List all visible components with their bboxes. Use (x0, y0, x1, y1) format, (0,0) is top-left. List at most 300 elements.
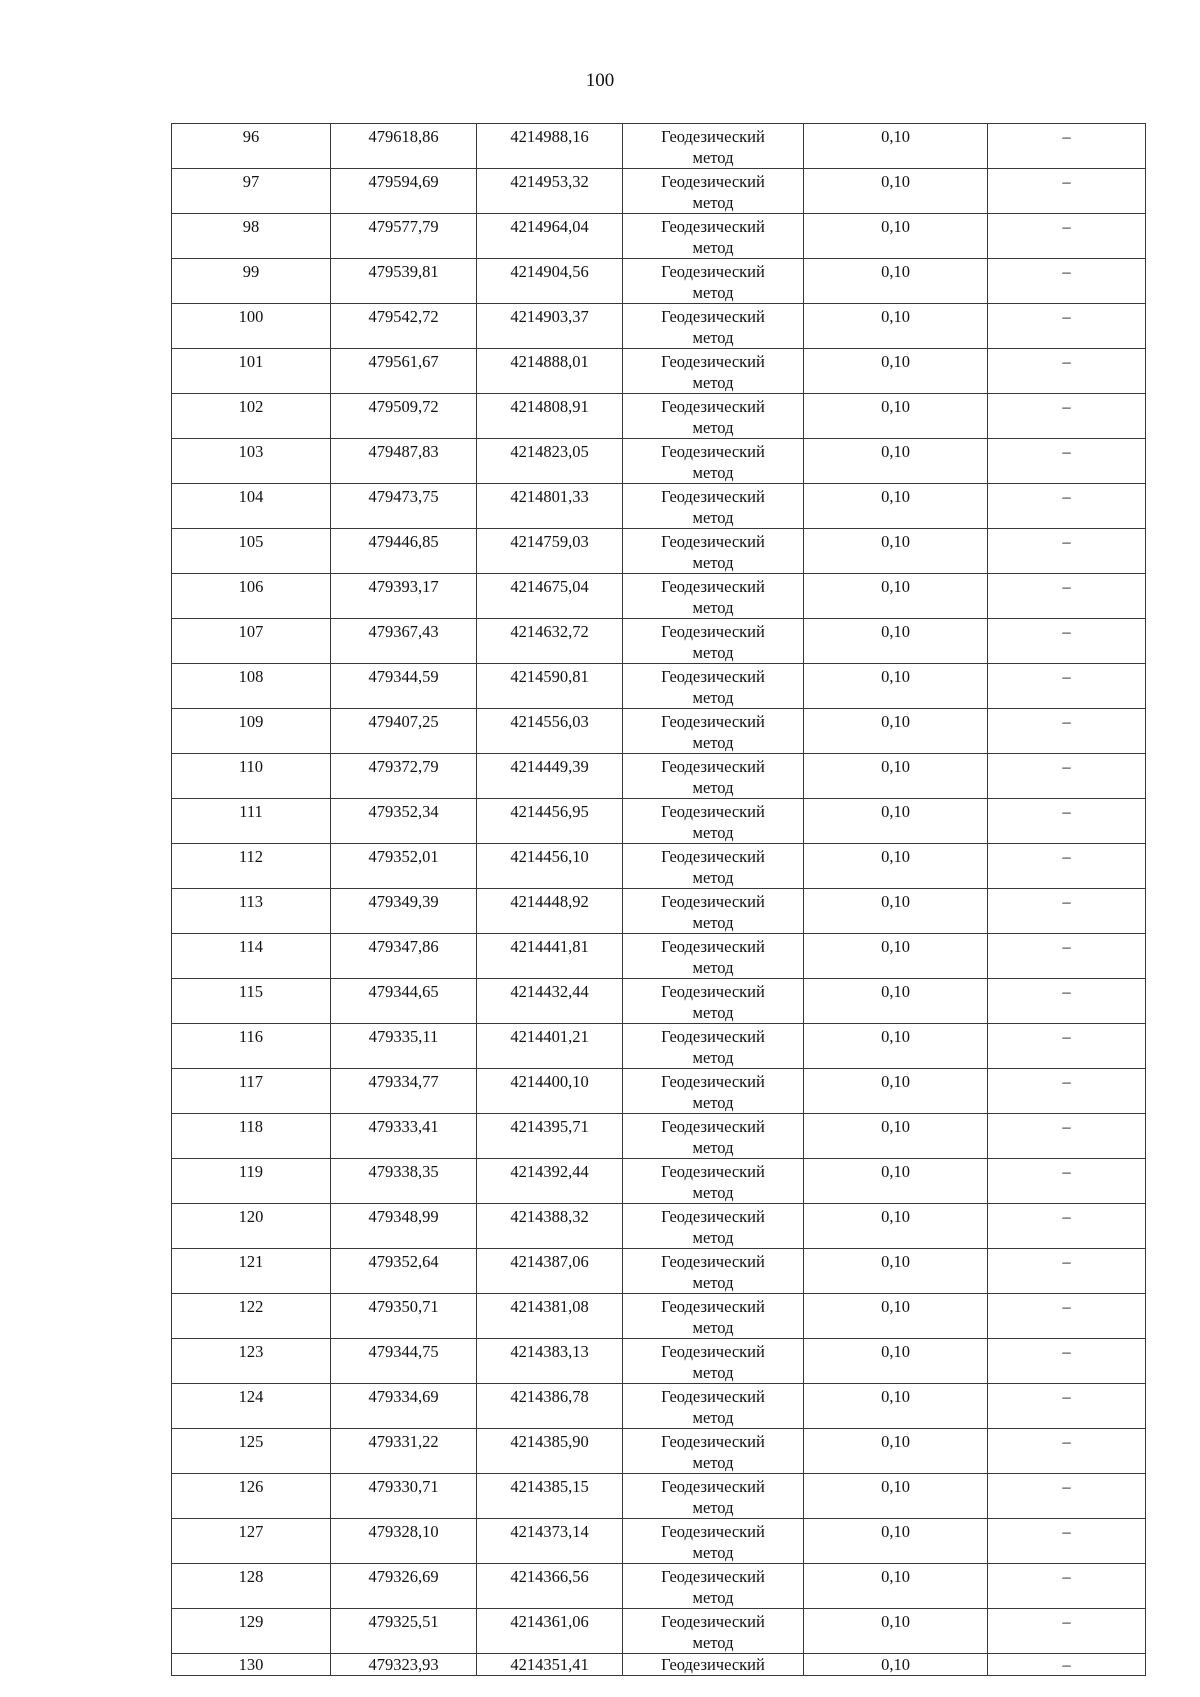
accuracy-cell: 0,10 (804, 934, 988, 979)
point-number-cell: 124 (172, 1384, 331, 1429)
y-coordinate-cell: 4214388,32 (477, 1204, 623, 1249)
method-line-2: метод (692, 463, 734, 482)
point-number-cell: 128 (172, 1564, 331, 1609)
y-coordinate-cell: 4214903,37 (477, 304, 623, 349)
method-line-1: Геодезический (661, 262, 765, 281)
accuracy-cell: 0,10 (804, 304, 988, 349)
accuracy-cell: 0,10 (804, 979, 988, 1024)
description-cell: – (988, 1609, 1146, 1654)
accuracy-cell: 0,10 (804, 349, 988, 394)
x-coordinate-cell: 479542,72 (331, 304, 477, 349)
point-number-cell: 121 (172, 1249, 331, 1294)
method-line-1: Геодезический (661, 892, 765, 911)
table-row (172, 709, 1146, 754)
method-cell (623, 1474, 804, 1519)
method-line-1: Геодезический (661, 1162, 765, 1181)
y-coordinate-cell: 4214387,06 (477, 1249, 623, 1294)
description-cell: – (988, 1519, 1146, 1564)
table-row (172, 1249, 1146, 1294)
accuracy-cell: 0,10 (804, 709, 988, 754)
table-row (172, 574, 1146, 619)
method-line-1: Геодезический (661, 937, 765, 956)
method-line-2: метод (692, 1633, 734, 1652)
description-cell: – (988, 664, 1146, 709)
method-cell (623, 394, 804, 439)
accuracy-cell: 0,10 (804, 169, 988, 214)
x-coordinate-cell: 479334,69 (331, 1384, 477, 1429)
method-line-1: Геодезический (661, 1387, 765, 1406)
description-cell: – (988, 1114, 1146, 1159)
table-row (172, 1294, 1146, 1339)
method-cell (623, 259, 804, 304)
method-line-1: Геодезический (661, 442, 765, 461)
method-cell (623, 979, 804, 1024)
y-coordinate-cell: 4214361,06 (477, 1609, 623, 1654)
description-cell: – (988, 394, 1146, 439)
description-cell: – (988, 844, 1146, 889)
x-coordinate-cell: 479330,71 (331, 1474, 477, 1519)
description-cell: – (988, 979, 1146, 1024)
accuracy-cell: 0,10 (804, 1654, 988, 1676)
method-line-1: Геодезический (661, 622, 765, 641)
method-line-1: Геодезический (661, 127, 765, 146)
x-coordinate-cell: 479539,81 (331, 259, 477, 304)
table-row (172, 1384, 1146, 1429)
accuracy-cell: 0,10 (804, 1519, 988, 1564)
description-cell: – (988, 709, 1146, 754)
method-line-2: метод (692, 1228, 734, 1247)
description-cell: – (988, 529, 1146, 574)
method-line-1: Геодезический (661, 1567, 765, 1586)
accuracy-cell: 0,10 (804, 259, 988, 304)
method-line-2: метод (692, 1318, 734, 1337)
accuracy-cell: 0,10 (804, 1069, 988, 1114)
method-line-1: Геодезический (661, 352, 765, 371)
y-coordinate-cell: 4214385,90 (477, 1429, 623, 1474)
accuracy-cell: 0,10 (804, 1204, 988, 1249)
point-number-cell: 129 (172, 1609, 331, 1654)
point-number-cell: 101 (172, 349, 331, 394)
x-coordinate-cell: 479352,64 (331, 1249, 477, 1294)
method-line-2: метод (692, 1183, 734, 1202)
x-coordinate-cell: 479331,22 (331, 1429, 477, 1474)
method-line-1: Геодезический (661, 1342, 765, 1361)
table-row (172, 754, 1146, 799)
accuracy-cell: 0,10 (804, 1114, 988, 1159)
method-cell (623, 124, 804, 169)
accuracy-cell: 0,10 (804, 124, 988, 169)
x-coordinate-cell: 479372,79 (331, 754, 477, 799)
table-row (172, 1609, 1146, 1654)
method-cell (623, 349, 804, 394)
table-row (172, 1474, 1146, 1519)
table-row (172, 979, 1146, 1024)
description-cell: – (988, 259, 1146, 304)
method-line-1: Геодезический (661, 307, 765, 326)
method-cell (623, 1294, 804, 1339)
x-coordinate-cell: 479393,17 (331, 574, 477, 619)
description-cell: – (988, 1249, 1146, 1294)
point-number-cell: 107 (172, 619, 331, 664)
x-coordinate-cell: 479352,01 (331, 844, 477, 889)
x-coordinate-cell: 479323,93 (331, 1654, 477, 1676)
x-coordinate-cell: 479334,77 (331, 1069, 477, 1114)
x-coordinate-cell: 479325,51 (331, 1609, 477, 1654)
description-cell: – (988, 1564, 1146, 1609)
method-cell (623, 1519, 804, 1564)
description-cell: – (988, 574, 1146, 619)
x-coordinate-cell: 479349,39 (331, 889, 477, 934)
method-line-1: Геодезический (661, 532, 765, 551)
accuracy-cell: 0,10 (804, 1564, 988, 1609)
point-number-cell: 105 (172, 529, 331, 574)
point-number-cell: 112 (172, 844, 331, 889)
point-number-cell: 104 (172, 484, 331, 529)
y-coordinate-cell: 4214385,15 (477, 1474, 623, 1519)
point-number-cell: 96 (172, 124, 331, 169)
y-coordinate-cell: 4214823,05 (477, 439, 623, 484)
coordinates-table (171, 123, 1146, 1676)
y-coordinate-cell: 4214590,81 (477, 664, 623, 709)
method-line-2: метод (692, 598, 734, 617)
table-row (172, 304, 1146, 349)
method-line-2: метод (692, 283, 734, 302)
point-number-cell: 113 (172, 889, 331, 934)
method-line-2: метод (692, 328, 734, 347)
method-cell (623, 1429, 804, 1474)
accuracy-cell: 0,10 (804, 394, 988, 439)
point-number-cell: 118 (172, 1114, 331, 1159)
method-cell (623, 889, 804, 934)
accuracy-cell: 0,10 (804, 889, 988, 934)
x-coordinate-cell: 479348,99 (331, 1204, 477, 1249)
method-cell (623, 169, 804, 214)
method-cell (623, 1654, 804, 1676)
point-number-cell: 98 (172, 214, 331, 259)
y-coordinate-cell: 4214401,21 (477, 1024, 623, 1069)
method-cell (623, 529, 804, 574)
table-row (172, 169, 1146, 214)
method-line-1: Геодезический (661, 802, 765, 821)
method-line-2: метод (692, 1588, 734, 1607)
point-number-cell: 109 (172, 709, 331, 754)
y-coordinate-cell: 4214373,14 (477, 1519, 623, 1564)
method-line-2: метод (692, 688, 734, 707)
accuracy-cell: 0,10 (804, 1474, 988, 1519)
point-number-cell: 130 (172, 1654, 331, 1676)
table-row (172, 1519, 1146, 1564)
table-row (172, 1564, 1146, 1609)
description-cell: – (988, 1429, 1146, 1474)
point-number-cell: 119 (172, 1159, 331, 1204)
method-line-2: метод (692, 1048, 734, 1067)
method-line-2: метод (692, 1498, 734, 1517)
point-number-cell: 115 (172, 979, 331, 1024)
method-cell (623, 1114, 804, 1159)
method-line-1: Геодезический (661, 1072, 765, 1091)
method-line-2: метод (692, 193, 734, 212)
accuracy-cell: 0,10 (804, 1249, 988, 1294)
method-cell (623, 619, 804, 664)
description-cell: – (988, 124, 1146, 169)
method-line-1: Геодезический (661, 757, 765, 776)
y-coordinate-cell: 4214675,04 (477, 574, 623, 619)
x-coordinate-cell: 479338,35 (331, 1159, 477, 1204)
accuracy-cell: 0,10 (804, 484, 988, 529)
y-coordinate-cell: 4214448,92 (477, 889, 623, 934)
accuracy-cell: 0,10 (804, 619, 988, 664)
table-row (172, 214, 1146, 259)
x-coordinate-cell: 479561,67 (331, 349, 477, 394)
x-coordinate-cell: 479344,59 (331, 664, 477, 709)
accuracy-cell: 0,10 (804, 1384, 988, 1429)
y-coordinate-cell: 4214964,04 (477, 214, 623, 259)
description-cell: – (988, 214, 1146, 259)
point-number-cell: 120 (172, 1204, 331, 1249)
accuracy-cell: 0,10 (804, 1339, 988, 1384)
y-coordinate-cell: 4214395,71 (477, 1114, 623, 1159)
method-cell (623, 799, 804, 844)
accuracy-cell: 0,10 (804, 1429, 988, 1474)
method-line-2: метод (692, 778, 734, 797)
method-line-1: Геодезический (661, 397, 765, 416)
x-coordinate-cell: 479509,72 (331, 394, 477, 439)
y-coordinate-cell: 4214386,78 (477, 1384, 623, 1429)
accuracy-cell: 0,10 (804, 1024, 988, 1069)
method-line-2: метод (692, 508, 734, 527)
method-line-2: метод (692, 553, 734, 572)
method-cell (623, 1609, 804, 1654)
x-coordinate-cell: 479347,86 (331, 934, 477, 979)
point-number-cell: 114 (172, 934, 331, 979)
method-cell (623, 574, 804, 619)
description-cell: – (988, 1204, 1146, 1249)
table-row (172, 1654, 1146, 1676)
method-line-2: метод (692, 823, 734, 842)
table-row (172, 529, 1146, 574)
y-coordinate-cell: 4214953,32 (477, 169, 623, 214)
method-line-1: Геодезический (661, 1612, 765, 1631)
method-line-1: Геодезический (661, 1297, 765, 1316)
coordinates-table-body (172, 124, 1146, 1676)
description-cell: – (988, 1159, 1146, 1204)
y-coordinate-cell: 4214456,10 (477, 844, 623, 889)
method-line-1: Геодезический (661, 1522, 765, 1541)
method-line-2: метод (692, 1453, 734, 1472)
table-row (172, 799, 1146, 844)
x-coordinate-cell: 479367,43 (331, 619, 477, 664)
y-coordinate-cell: 4214808,91 (477, 394, 623, 439)
x-coordinate-cell: 479577,79 (331, 214, 477, 259)
method-line-1: Геодезический (661, 1027, 765, 1046)
method-cell (623, 1069, 804, 1114)
point-number-cell: 100 (172, 304, 331, 349)
y-coordinate-cell: 4214351,41 (477, 1654, 623, 1676)
accuracy-cell: 0,10 (804, 799, 988, 844)
method-line-2: метод (692, 1363, 734, 1382)
method-cell (623, 439, 804, 484)
method-line-1: Геодезический (661, 1252, 765, 1271)
method-line-1: Геодезический (661, 667, 765, 686)
method-line-2: метод (692, 418, 734, 437)
description-cell: – (988, 799, 1146, 844)
point-number-cell: 103 (172, 439, 331, 484)
method-line-1: Геодезический (661, 1207, 765, 1226)
point-number-cell: 127 (172, 1519, 331, 1564)
method-cell (623, 664, 804, 709)
x-coordinate-cell: 479618,86 (331, 124, 477, 169)
description-cell: – (988, 1474, 1146, 1519)
table-row (172, 664, 1146, 709)
x-coordinate-cell: 479487,83 (331, 439, 477, 484)
accuracy-cell: 0,10 (804, 754, 988, 799)
description-cell: – (988, 1654, 1146, 1676)
table-row (172, 619, 1146, 664)
y-coordinate-cell: 4214632,72 (477, 619, 623, 664)
method-cell (623, 1249, 804, 1294)
x-coordinate-cell: 479352,34 (331, 799, 477, 844)
method-line-1: Геодезический (661, 1477, 765, 1496)
description-cell: – (988, 1069, 1146, 1114)
method-cell (623, 754, 804, 799)
method-cell (623, 1159, 804, 1204)
point-number-cell: 110 (172, 754, 331, 799)
description-cell: – (988, 1384, 1146, 1429)
table-row (172, 1114, 1146, 1159)
method-line-1: Геодезический (661, 982, 765, 1001)
method-line-2: метод (692, 373, 734, 392)
y-coordinate-cell: 4214759,03 (477, 529, 623, 574)
y-coordinate-cell: 4214400,10 (477, 1069, 623, 1114)
method-line-2: метод (692, 1138, 734, 1157)
x-coordinate-cell: 479344,65 (331, 979, 477, 1024)
y-coordinate-cell: 4214383,13 (477, 1339, 623, 1384)
accuracy-cell: 0,10 (804, 214, 988, 259)
y-coordinate-cell: 4214988,16 (477, 124, 623, 169)
method-cell (623, 214, 804, 259)
accuracy-cell: 0,10 (804, 664, 988, 709)
table-row (172, 124, 1146, 169)
accuracy-cell: 0,10 (804, 1159, 988, 1204)
method-line-2: метод (692, 1003, 734, 1022)
y-coordinate-cell: 4214888,01 (477, 349, 623, 394)
point-number-cell: 97 (172, 169, 331, 214)
accuracy-cell: 0,10 (804, 1609, 988, 1654)
x-coordinate-cell: 479328,10 (331, 1519, 477, 1564)
method-line-1: Геодезический (661, 1655, 765, 1674)
method-line-2: метод (692, 643, 734, 662)
description-cell: – (988, 1294, 1146, 1339)
method-cell (623, 709, 804, 754)
method-line-1: Геодезический (661, 487, 765, 506)
description-cell: – (988, 1339, 1146, 1384)
method-line-2: метод (692, 913, 734, 932)
method-cell (623, 484, 804, 529)
method-line-2: метод (692, 148, 734, 167)
method-cell (623, 934, 804, 979)
method-line-2: метод (692, 1093, 734, 1112)
table-row (172, 1069, 1146, 1114)
method-line-1: Геодезический (661, 712, 765, 731)
table-row (172, 889, 1146, 934)
y-coordinate-cell: 4214381,08 (477, 1294, 623, 1339)
method-line-2: метод (692, 1408, 734, 1427)
method-cell (623, 1384, 804, 1429)
method-line-1: Геодезический (661, 172, 765, 191)
method-line-2: метод (692, 1543, 734, 1562)
method-line-1: Геодезический (661, 847, 765, 866)
method-line-2: метод (692, 958, 734, 977)
description-cell: – (988, 934, 1146, 979)
description-cell: – (988, 304, 1146, 349)
table-row (172, 844, 1146, 889)
y-coordinate-cell: 4214904,56 (477, 259, 623, 304)
method-line-2: метод (692, 238, 734, 257)
point-number-cell: 102 (172, 394, 331, 439)
point-number-cell: 111 (172, 799, 331, 844)
x-coordinate-cell: 479594,69 (331, 169, 477, 214)
point-number-cell: 125 (172, 1429, 331, 1474)
table-row (172, 484, 1146, 529)
point-number-cell: 106 (172, 574, 331, 619)
table-row (172, 1159, 1146, 1204)
x-coordinate-cell: 479407,25 (331, 709, 477, 754)
y-coordinate-cell: 4214449,39 (477, 754, 623, 799)
description-cell: – (988, 169, 1146, 214)
method-line-1: Геодезический (661, 1432, 765, 1451)
method-line-2: метод (692, 733, 734, 752)
method-cell (623, 1564, 804, 1609)
accuracy-cell: 0,10 (804, 529, 988, 574)
table-row (172, 934, 1146, 979)
x-coordinate-cell: 479446,85 (331, 529, 477, 574)
table-row (172, 439, 1146, 484)
y-coordinate-cell: 4214456,95 (477, 799, 623, 844)
x-coordinate-cell: 479350,71 (331, 1294, 477, 1339)
point-number-cell: 117 (172, 1069, 331, 1114)
y-coordinate-cell: 4214556,03 (477, 709, 623, 754)
accuracy-cell: 0,10 (804, 439, 988, 484)
description-cell: – (988, 889, 1146, 934)
method-line-2: метод (692, 1273, 734, 1292)
y-coordinate-cell: 4214432,44 (477, 979, 623, 1024)
point-number-cell: 116 (172, 1024, 331, 1069)
table-row (172, 1204, 1146, 1249)
page-number: 100 (585, 70, 615, 91)
point-number-cell: 99 (172, 259, 331, 304)
x-coordinate-cell: 479335,11 (331, 1024, 477, 1069)
accuracy-cell: 0,10 (804, 844, 988, 889)
method-line-1: Геодезический (661, 217, 765, 236)
point-number-cell: 123 (172, 1339, 331, 1384)
point-number-cell: 122 (172, 1294, 331, 1339)
y-coordinate-cell: 4214441,81 (477, 934, 623, 979)
method-line-2: метод (692, 868, 734, 887)
accuracy-cell: 0,10 (804, 574, 988, 619)
y-coordinate-cell: 4214366,56 (477, 1564, 623, 1609)
point-number-cell: 126 (172, 1474, 331, 1519)
method-cell (623, 844, 804, 889)
table-row (172, 1024, 1146, 1069)
description-cell: – (988, 439, 1146, 484)
method-line-1: Геодезический (661, 577, 765, 596)
method-cell (623, 304, 804, 349)
description-cell: – (988, 1024, 1146, 1069)
point-number-cell: 108 (172, 664, 331, 709)
description-cell: – (988, 619, 1146, 664)
x-coordinate-cell: 479473,75 (331, 484, 477, 529)
y-coordinate-cell: 4214801,33 (477, 484, 623, 529)
